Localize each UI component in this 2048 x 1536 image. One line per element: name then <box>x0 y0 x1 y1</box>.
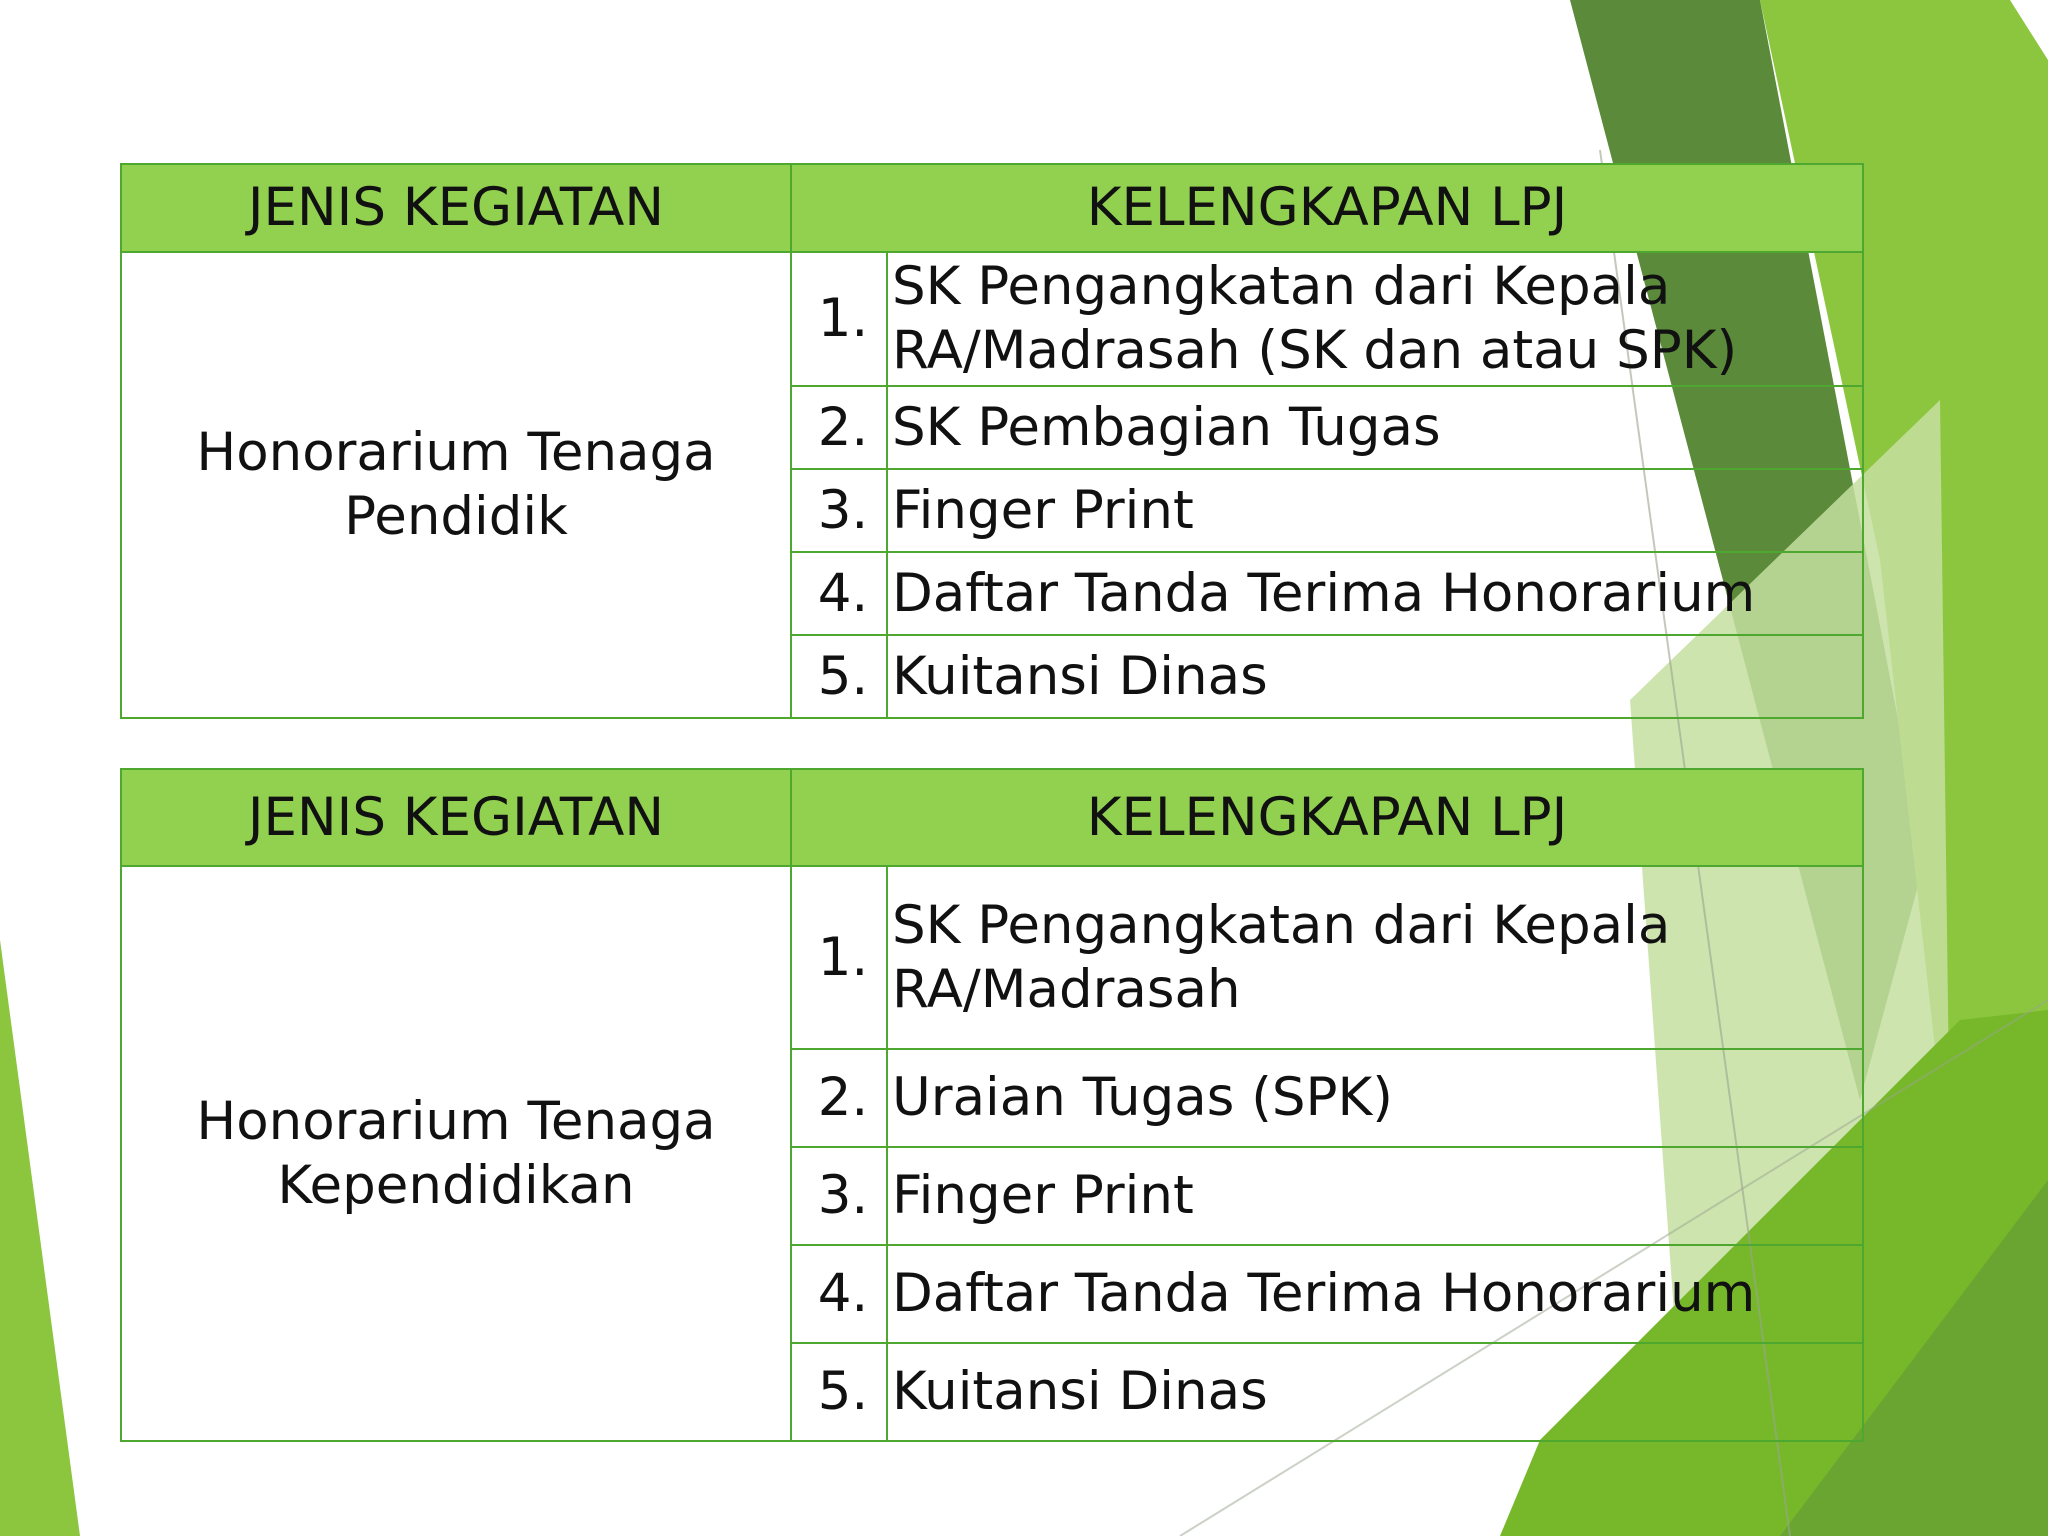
item-text: SK Pembagian Tugas <box>887 386 1863 469</box>
lpj-table-tenaga-pendidik <box>120 163 1864 719</box>
lpj-table-tenaga-kependidikan <box>120 768 1864 1442</box>
header-kelengkapan-lpj: KELENGKAPAN LPJ <box>791 769 1863 866</box>
table-header-row <box>121 164 1863 252</box>
item-text: Kuitansi Dinas <box>887 635 1863 718</box>
header-jenis-kegiatan: JENIS KEGIATAN <box>121 164 791 252</box>
item-text: Uraian Tugas (SPK) <box>887 1049 1863 1147</box>
activity-cell <box>121 252 791 718</box>
header-kelengkapan-lpj: KELENGKAPAN LPJ <box>791 164 1863 252</box>
item-number: 4. <box>791 552 887 635</box>
item-text <box>887 866 1863 1049</box>
item-number: 5. <box>791 1343 887 1441</box>
activity-line: Pendidik <box>344 486 568 547</box>
item-text-line: SK Pengangkatan dari Kepala <box>892 894 1671 956</box>
item-text: Kuitansi Dinas <box>887 1343 1863 1441</box>
table-row <box>121 252 1863 386</box>
item-number: 2. <box>791 1049 887 1147</box>
item-text <box>887 252 1863 386</box>
item-text-line: RA/Madrasah <box>892 958 1241 1020</box>
item-text: Daftar Tanda Terima Honorarium <box>887 552 1863 635</box>
item-text-line: SK Pengangkatan dari Kepala <box>892 256 1671 318</box>
item-text: Finger Print <box>887 469 1863 552</box>
activity-line: Kependidikan <box>277 1154 635 1216</box>
item-number: 5. <box>791 635 887 718</box>
item-number: 1. <box>791 866 887 1049</box>
table-header-row <box>121 769 1863 866</box>
activity-line: Honorarium Tenaga <box>196 1090 716 1152</box>
item-number: 1. <box>791 252 887 386</box>
table-row <box>121 866 1863 1049</box>
header-jenis-kegiatan: JENIS KEGIATAN <box>121 769 791 866</box>
item-number: 3. <box>791 469 887 552</box>
item-text-line: RA/Madrasah (SK dan atau SPK) <box>892 320 1738 381</box>
item-number: 2. <box>791 386 887 469</box>
item-number: 3. <box>791 1147 887 1245</box>
activity-line: Honorarium Tenaga <box>196 422 716 484</box>
left-green-sliver <box>0 940 80 1536</box>
item-text: Finger Print <box>887 1147 1863 1245</box>
item-number: 4. <box>791 1245 887 1343</box>
item-text: Daftar Tanda Terima Honorarium <box>887 1245 1863 1343</box>
activity-cell <box>121 866 791 1441</box>
